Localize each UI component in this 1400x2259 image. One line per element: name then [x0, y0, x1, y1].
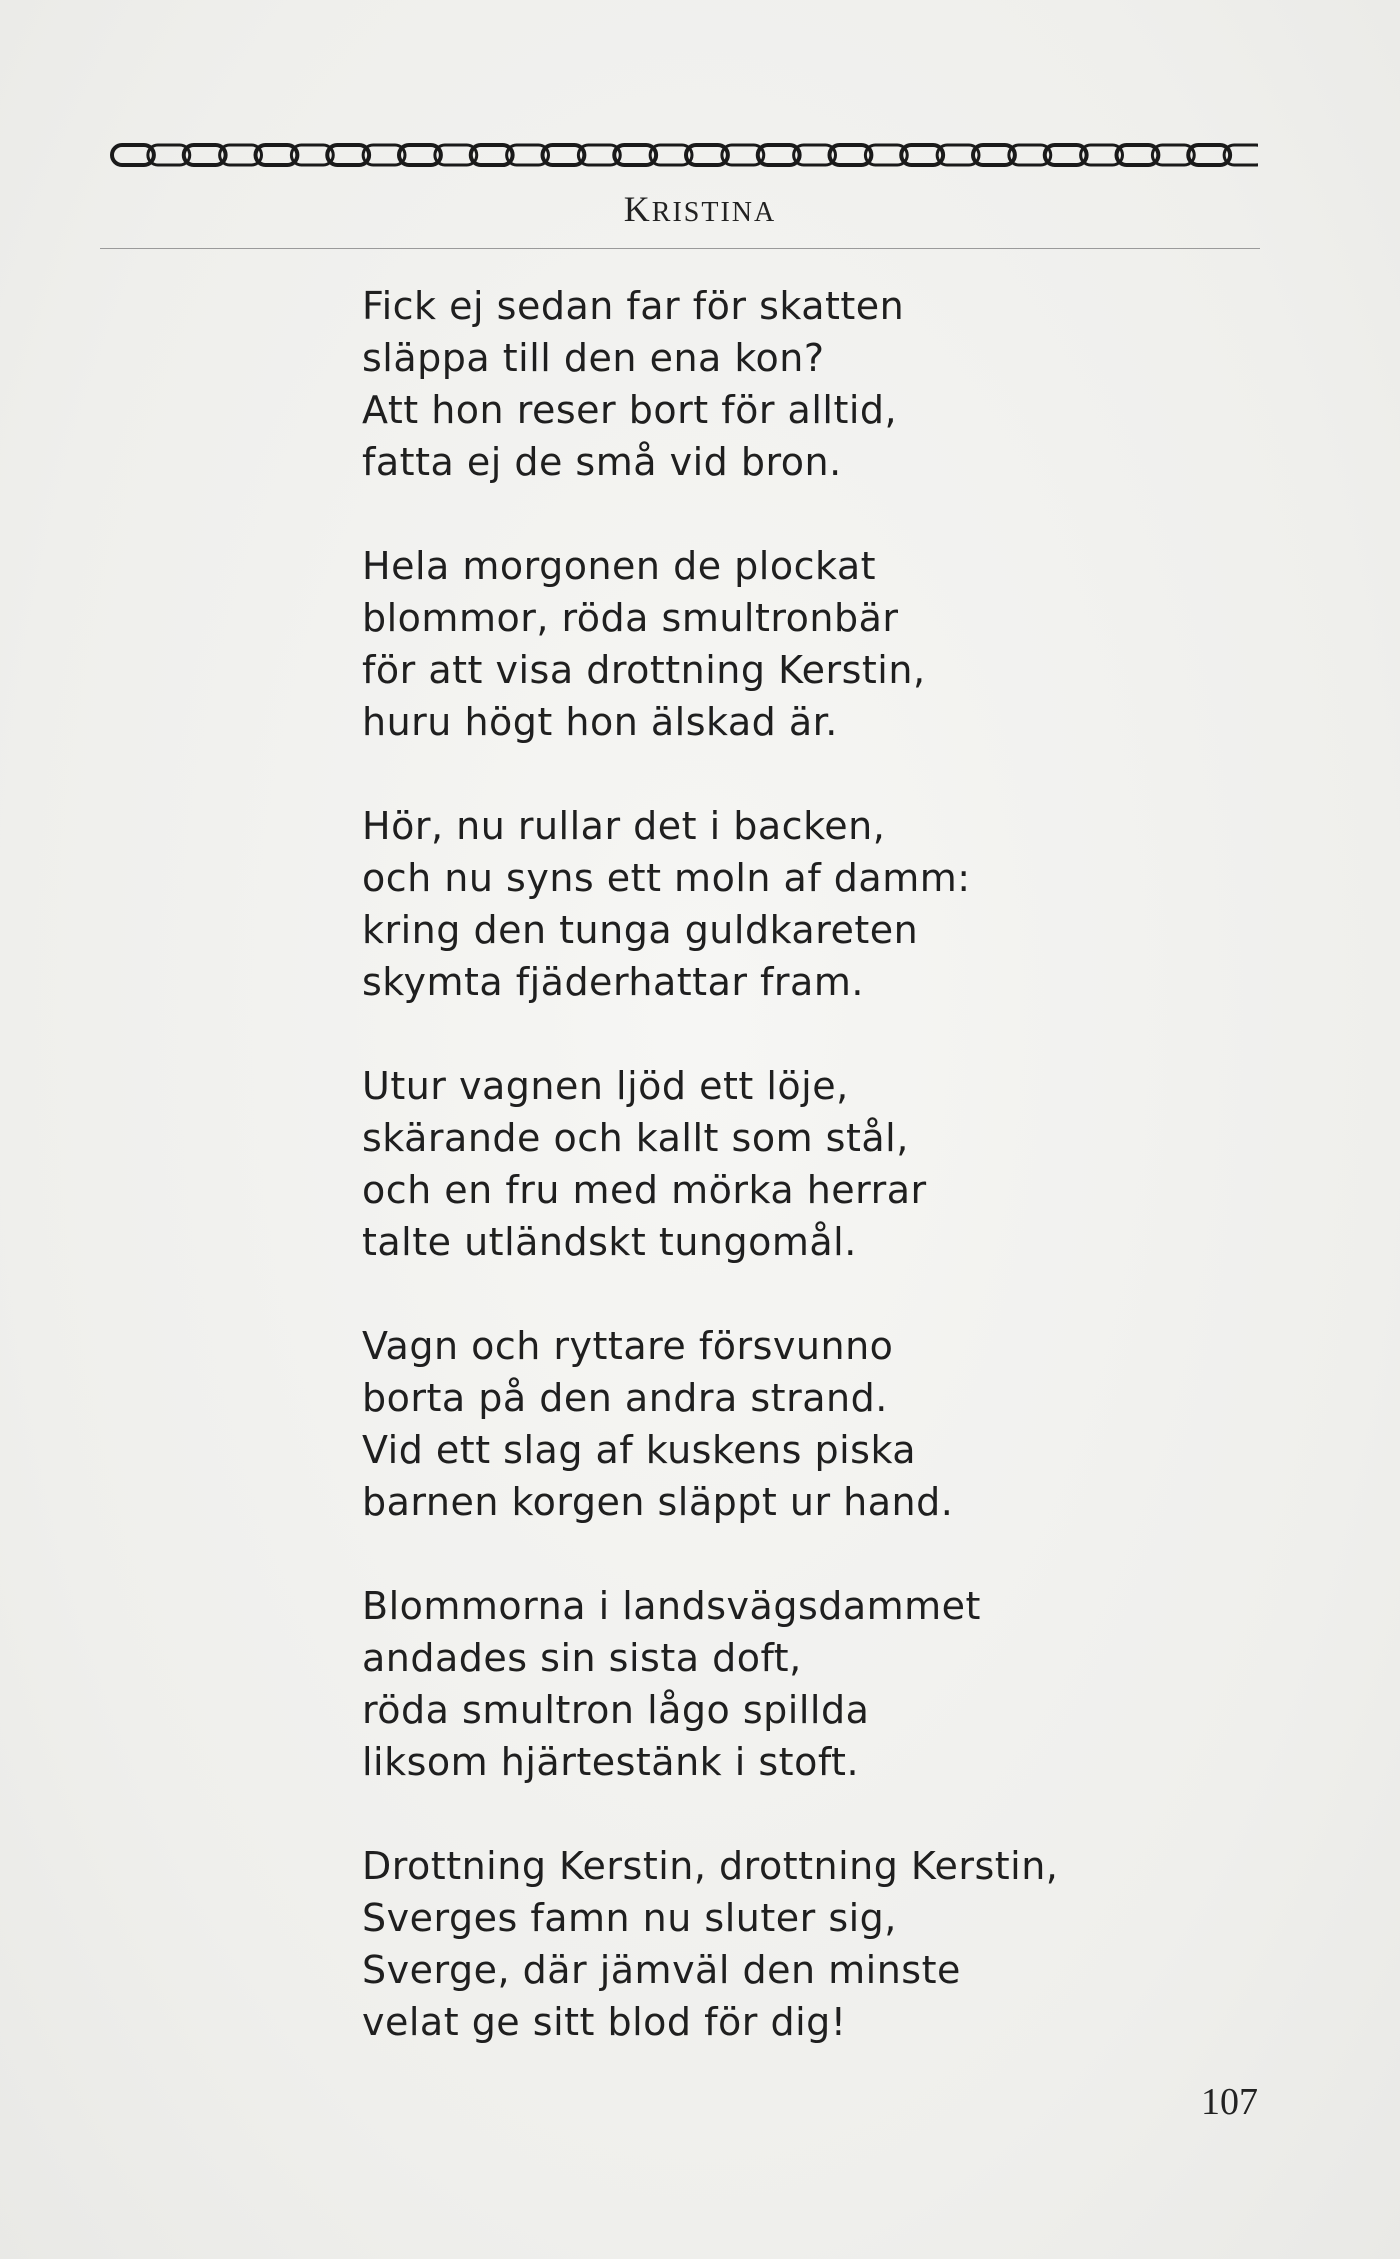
poem-line: Sverge, där jämväl den minste: [362, 1948, 961, 1992]
poem-line: borta på den andra strand.: [362, 1376, 888, 1420]
chain-ornament-border: [110, 138, 1258, 172]
poem-line: skärande och kallt som stål,: [362, 1116, 909, 1160]
stanza-6: [362, 1580, 1262, 1788]
stanza-5: [362, 1320, 1262, 1528]
poem-line: Utur vagnen ljöd ett löje,: [362, 1064, 849, 1108]
poem-line: släppa till den ena kon?: [362, 336, 825, 380]
poem-line: och en fru med mörka herrar: [362, 1168, 927, 1212]
poem-line: och nu syns ett moln af damm:: [362, 856, 971, 900]
poem-line: Fick ej sedan far för skatten: [362, 284, 905, 328]
poem-line: velat ge sitt blod för dig!: [362, 2000, 847, 2044]
page-number: 107: [1201, 2081, 1258, 2123]
stanza-2: [362, 540, 1262, 748]
poem-line: Vid ett slag af kuskens piska: [362, 1428, 917, 1472]
poem-line: Vagn och ryttare försvunno: [362, 1324, 894, 1368]
running-head-rest: RISTINA: [651, 197, 777, 228]
poem-line: röda smultron lågo spillda: [362, 1688, 870, 1732]
poem-line: Hör, nu rullar det i backen,: [362, 804, 886, 848]
poem-line: fatta ej de små vid bron.: [362, 440, 842, 484]
poem-line: huru högt hon älskad är.: [362, 700, 838, 744]
poem-line: Sverges famn nu sluter sig,: [362, 1896, 897, 1940]
stanza-1: [362, 280, 1262, 488]
poem-line: blommor, röda smultronbär: [362, 596, 899, 640]
poem-line: Blommorna i landsvägsdammet: [362, 1584, 981, 1628]
poem-body: [362, 280, 1262, 2100]
running-head-initial: K: [623, 189, 652, 229]
poem-line: Hela morgonen de plockat: [362, 544, 877, 588]
poem-line: talte utländskt tungomål.: [362, 1220, 857, 1264]
poem-line: kring den tunga guldkareten: [362, 908, 919, 952]
poem-line: för att visa drottning Kerstin,: [362, 648, 926, 692]
running-head: [0, 188, 1400, 230]
poem-line: andades sin sista doft,: [362, 1636, 802, 1680]
poem-line: barnen korgen släppt ur hand.: [362, 1480, 954, 1524]
poem-line: Drottning Kerstin, drottning Kerstin,: [362, 1844, 1059, 1888]
poem-line: skymta fjäderhattar fram.: [362, 960, 864, 1004]
header-rule: [100, 248, 1260, 249]
stanza-7: [362, 1840, 1262, 2048]
stanza-4: [362, 1060, 1262, 1268]
poem-line: liksom hjärtestänk i stoft.: [362, 1740, 860, 1784]
poem-line: Att hon reser bort för alltid,: [362, 388, 898, 432]
stanza-3: [362, 800, 1262, 1008]
